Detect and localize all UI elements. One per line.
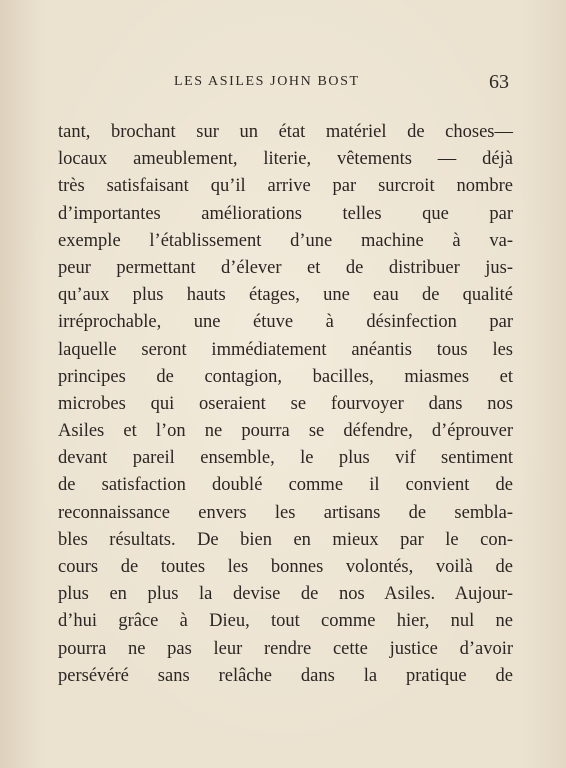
- text-line: qu’aux plus hauts étages, une eau de qualité: [58, 285, 513, 306]
- text-line: de satisfaction doublé comme il convient de: [58, 475, 513, 496]
- text-line: plus en plus la devise de nos Asiles. Aujour-: [58, 584, 513, 605]
- text-line: tant, brochant sur un état matériel de choses—: [58, 122, 513, 142]
- body-text: [58, 119, 513, 690]
- page-number: 63: [489, 71, 509, 93]
- text-line: persévéré sans relâche dans la pratique de: [58, 665, 513, 686]
- text-line: devant pareil ensemble, le plus vif sentiment: [58, 448, 513, 469]
- text-line: pourra ne pas leur rendre cette justice d’avoir: [58, 638, 513, 659]
- text-line: d’hui grâce à Dieu, tout comme hier, nul ne: [58, 611, 513, 632]
- text-line: cours de toutes les bonnes volontés, voilà de: [58, 557, 513, 577]
- text-line: principes de contagion, bacilles, miasmes et: [58, 366, 513, 387]
- text-line: irréprochable, une étuve à désinfection par: [58, 312, 513, 333]
- running-head: LES ASILES JOHN BOST: [174, 74, 360, 89]
- text-line: exemple l’établissement d’une machine à va-: [58, 230, 513, 251]
- text-line: laquelle seront immédiatement anéantis tous les: [58, 339, 513, 360]
- text-line: microbes qui oseraient se fourvoyer dans nos: [58, 393, 513, 414]
- page-header: [0, 71, 566, 96]
- text-line: très satisfaisant qu’il arrive par surcroit nombre: [58, 176, 513, 197]
- text-line: Asiles et l’on ne pourra se défendre, d’éprouver: [58, 421, 513, 442]
- text-line: bles résultats. De bien en mieux par le con-: [58, 529, 513, 550]
- text-line: peur permettant d’élever et de distribuer jus-: [58, 257, 513, 278]
- text-line: d’importantes améliorations telles que par: [58, 203, 513, 224]
- text-line: locaux ameublement, literie, vêtements — déjà: [58, 149, 513, 170]
- text-line: reconnaissance envers les artisans de sembla-: [58, 502, 513, 523]
